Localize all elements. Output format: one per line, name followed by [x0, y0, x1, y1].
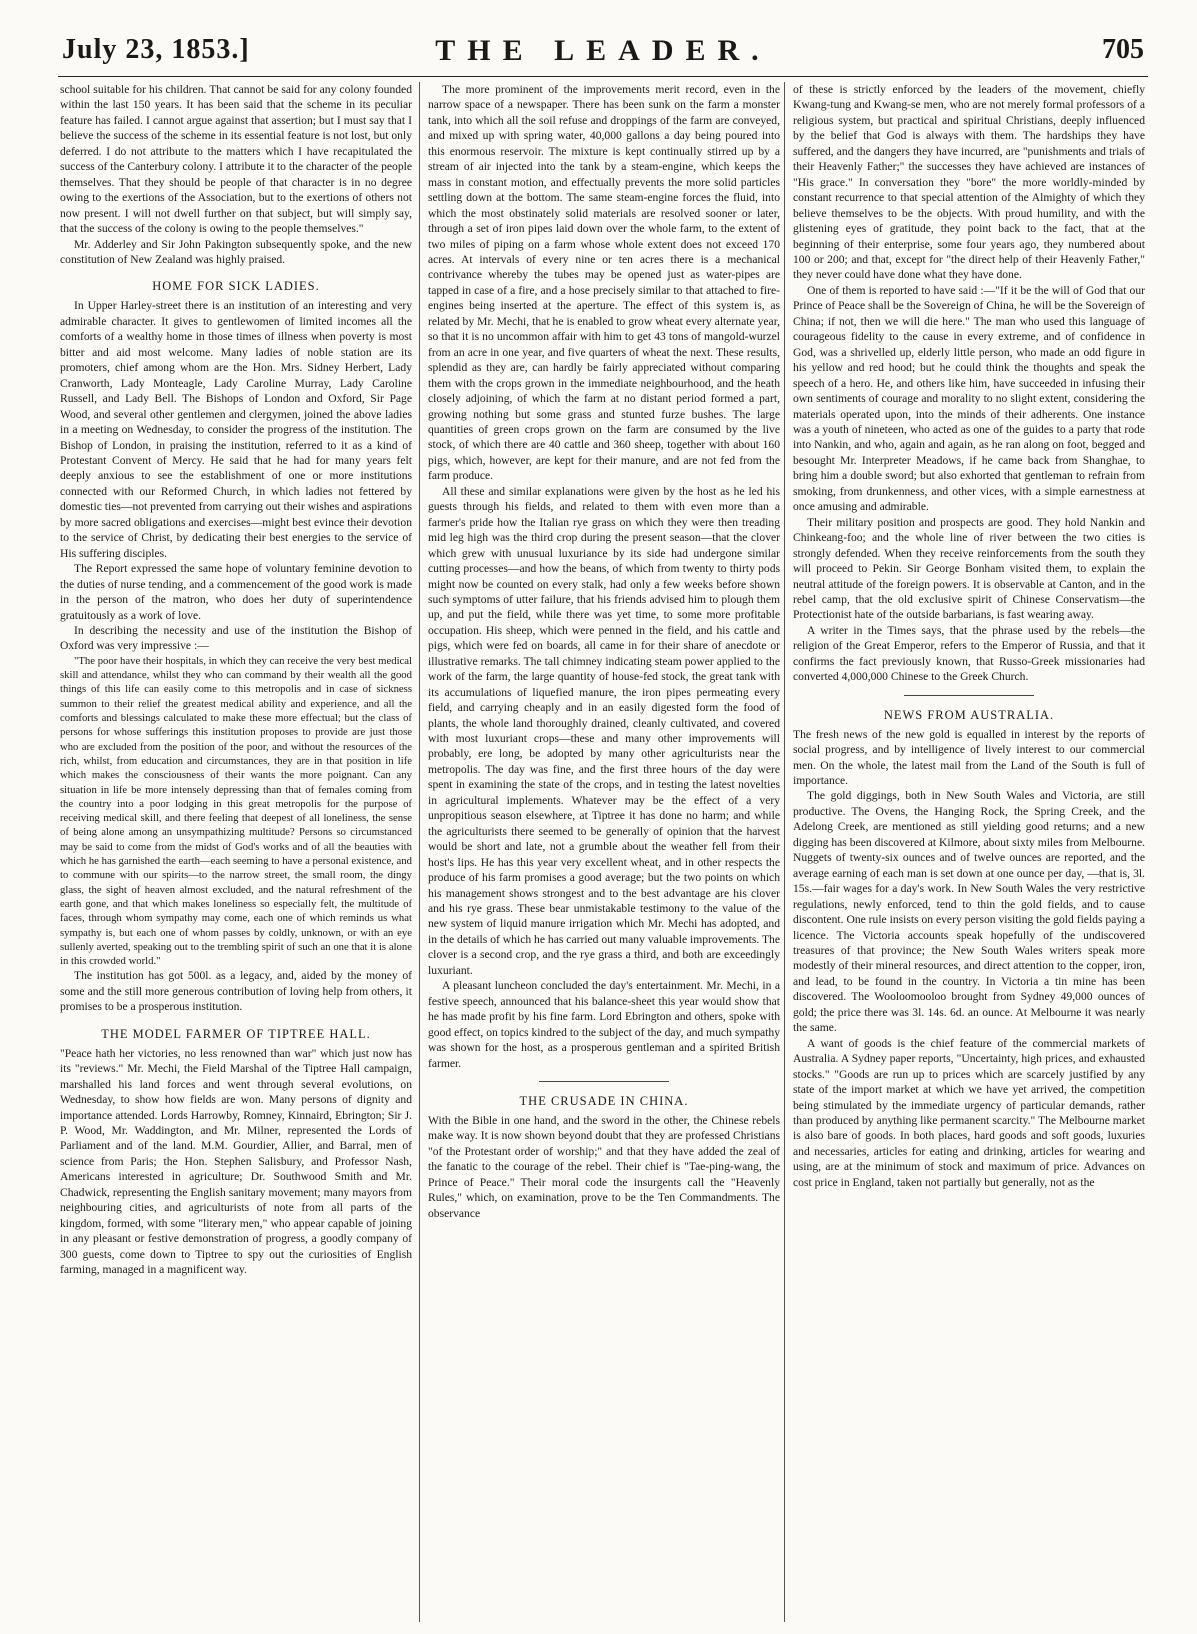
paragraph: In Upper Harley-street there is an institution of an interesting and very admirable character. It gives to gentlewomen of limited incomes all the comforts of a wealthy home in those times of illness when poverty is most bitter and aid most welcome. Many ladies of noble station are its promoters, chief among whom are the Hon. Mrs. Sidney Herbert, Lady Cranworth, Lady Monteagle, Lady Caroline Murray, Lady Caroline Russell, and Lady Bell. The Bishops of London and Oxford, Sir Page Wood, and several other gentlemen and clergymen, joined the above ladies in a meeting on Wednesday, to consider the progress of the institution. The Bishop of London, in praising the institution, referred to it as a kind of Protestant Convent of Mercy. He said that he had for many years felt deeply anxious to see the establishment of one or more institutions connected with our Reformed Church, in which ladies not fettered by domestic ties—not prevented from carrying out their wishes and aspirations by more sacred obligations and exercises—might best evince their devotion to the service of Christ, by dedicating their best energies to the service of His suffering disciples. [60, 299, 412, 560]
paragraph: Their military position and prospects are good. They hold Nankin and Chinkeang-foo; and the whole line of river between the two cities is strongly defended. When they receive reinforcements from the south they will proceed to Pekin. Sir George Bonham visited them, to explain the neutral attitude of the foreign powers. It is observable at Canton, and in the rebel camp, that the old exclusive spirit of Chinese Conservatism—the Protectionist hate of the outside barbarians, is fast wearing away. [793, 515, 1145, 622]
paragraph: A want of goods is the chief feature of the commercial markets of Australia. A Sydney paper reports, "Uncertainty, high prices, and exhausted stocks." "Goods are run up to prices which are scarcely justified by any state of the import market at which we have yet arrived, the competition being stimulated by the immediate urgency of particular demands, rather than produced by anything like permanent scarcity." The Melbourne market is also bare of goods. In both places, hard goods and soft goods, luxuries and necessaries, articles for eating and drinking, articles for wearing and using, are at the minimum of stock and maximum of price. Advances on cost price in England, taken not partially but generally, not as the [793, 1036, 1145, 1189]
paragraph: The gold diggings, both in New South Wales and Victoria, are still productive. The Ovens, the Hanging Rock, the Spring Creek, and the Adelong Creek, are mentioned as still yielding good returns; and a new digging has been discovered at Kilmore, about sixty miles from Melbourne. Nuggets of twenty-six ounces and of twelve ounces are reported, and the average earning of each man is set down at one ounce per day, —that is, 3l. 15s.—fair wages for a day's work. In New South Wales the very restrictive regulations, newly enforced, tend to thin the gold fields, and to cause discontent. One rule insists on every person visiting the gold fields paying a licence. The Victoria accounts speak hopefully of the undiscovered treasures of that province; the New South Wales writers speak more modestly of their mineral resources, and direct attention to the copper, iron, and lead, to be found in the country. In Victoria a tin mine has been discovered. The Wooloomooloo brought from Sydney 49,000 ounces of gold; the price there was 3l. 14s. 6d. an ounce. At Melbourne it was nearly the same. [793, 789, 1145, 1035]
section-rule [539, 1081, 669, 1082]
paragraph: With the Bible in one hand, and the sword in the other, the Chinese rebels make way. It is now shown beyond doubt that they are professed Christians "of the Protestant order of worship;" and that they have added the zeal of the fanatic to the courage of the rebel. Their chief is "Tae-ping-wang, the Prince of Peace." Their moral code the insurgents call the "Heavenly Rules," which, on examination, prove to be the Ten Commandments. The observance [428, 1114, 780, 1220]
column-divider [419, 82, 420, 1622]
headline-crusade-in-china: THE CRUSADE IN CHINA. [519, 1094, 689, 1108]
paragraph: school suitable for his children. That cannot be said for any colony founded within the last 150 years. It has been said that the scheme in its peculiar feature has failed. I cannot argue against that assertion; but I must say that I believe the success of the scheme in its essential feature is not lost, but only deferred. I do not attribute to the matters which I have recapitulated the success of the Canterbury colony. I attribute it to the character of the people themselves. That they should be people of that character is in no degree owing to the exertions of the Association, but to the exertions of others not now present. I will not dwell further on that subject, but will simply say, that the success of the colony is owing to the people themselves." [60, 83, 412, 236]
paragraph: The institution has got 500l. as a legacy, and, aided by the money of some and the still more generous contribution of loving help from others, it promises to be a prosperous institution. [60, 969, 412, 1014]
masthead [58, 30, 1148, 77]
headline-model-farmer: THE MODEL FARMER OF TIPTREE HALL. [101, 1026, 371, 1041]
page-number: 705 [1102, 34, 1144, 65]
quotation: "The poor have their hospitals, in which they can receive the very best medical skill and attendance, whilst they who can command by their wealth all the good things of this life can easily come to this metropolis and in case of sickness summon to their relief the greatest medical ability and experience, and all the comforts and blessings calculated to make these more effectual; but the class of persons for whose sufferings this institution proposes to provide are just those who are excluded from the position of the poor, and without the resources of the rich, whilst, from education and circumstances, they are in that position in life which makes the consciousness of their wants the more poignant. Can any situation in life be more intensely depressing than that of females coming from the country into a poor lodging in this great metropolis for the purpose of receiving medical skill, and there feeling that deepest of all loneliness, the sense of being alone among an unsympathizing multitude? Persons so circumstanced may be said to come from the midst of God's works and of all the beauties with which he has garnished the earth—each seeming to have a personal existence, and to commune with our spirits—to the narrow street, the small room, the dingy glass, the sight of heaven almost excluded, and the natural refreshment of the earth gone, and that which makes loneliness so especially felt, the multitude of faces, through whom sympathy may come, each one of which reminds us what sympathy is, but each one of whom passes by coldly, unknown, or with an eye sullenly averted, speaking out to the trembling spirit of such an one that it is alone in this crowded world." [60, 654, 412, 968]
paragraph: The fresh news of the new gold is equalled in interest by the reports of social progress, and by intelligence of lively interest to our commercial men. On the whole, the latest mail from the Land of the South is full of importance. [793, 727, 1145, 788]
column-divider [784, 82, 785, 1622]
column-2 [428, 82, 780, 1622]
issue-date: July 23, 1853.] [62, 34, 250, 65]
paragraph: Mr. Adderley and Sir John Pakington subsequently spoke, and the new constitution of New Zealand was highly praised. [60, 237, 412, 266]
headline-home-for-sick-ladies: HOME FOR SICK LADIES. [152, 279, 320, 294]
paragraph: The Report expressed the same hope of voluntary feminine devotion to the duties of nurse tending, and a commencement of the good work is made in the person of the matron, who does her duty of superintendence gratuitously as a work of love. [60, 562, 412, 622]
section-rule [904, 695, 1034, 696]
paragraph: One of them is reported to have said :—"If it be the will of God that our Prince of Peace shall be the Sovereign of China, he will be the Sovereign of China; if not, then we will die here." The man who used this language of courageous fidelity to the cause in every extreme, and of confidence in God, was a shrivelled up, elderly little person, who made an odd figure in his yellow and red hood; but he could think the thoughts and speak the speech of a hero. He, and others like him, have succeeded in infusing their own sentiments of courage and morality to no slight extent, considering the materials operated upon, into the minds of their adherents. One instance was a youth of nineteen, who acted as one of the guides to a party that rode into Nankin, and who, again and again, as he ran along on foot, begged and besought Mr. Interpreter Meadows, if he came back from Shanghae, to bring him a double sword; but also exhorted that gentleman to refrain from smoking, from drunkenness, and other vices, with a simple earnestness at once amusing and admirable. [793, 283, 1145, 514]
column-3 [793, 82, 1145, 1622]
paragraph: A pleasant luncheon concluded the day's entertainment. Mr. Mechi, in a festive speech, announced that his balance-sheet this year would show that he has made profit by his fine farm. Lord Ebrington and others, spoke with good effect, on topics kindred to the subject of the day, and much sympathy was shown for the host, as a prosperous gentleman and a spirited British farmer. [428, 979, 780, 1070]
paragraph: "Peace hath her victories, no less renowned than war" which just now has its "reviews." Mr. Mechi, the Field Marshal of the Tiptree Hall campaign, marshalled his land forces and went through several evolutions, on Wednesday, to show how fields are won. Many persons of dignity and importance attended. Lords Harrowby, Romney, Kinnaird, Ebrington; Sir J. P. Wood, Mr. Waddington, and Mr. Milner, represented the Lords of Parliament and of the land. M.M. Gourdier, Allier, and Barral, men of science from Paris; the Hon. Stephen Salisbury, and Professor Nash, Americans interested in agriculture; Dr. Southwood Smith and Mr. Chadwick, representing the English sanitary movement; many mayors from neighbouring cities, and agriculturists of note from all parts of the kingdom, formed, with some "literary men," who appear capable of joining in any pleasant or festive demonstration of progress, a goodly company of 300 guests, come down to Tiptree to spy out the curiosities of English farming, managed in a magnificent way. [60, 1046, 412, 1277]
paragraph: All these and similar explanations were given by the host as he led his guests through his fields, and related to them with even more than a farmer's pride how the Italian rye grass on which they were then treading mid leg high was the third crop during the present season—that the clover which grew with unusual luxuriance by its side had undergone similar cutting processes—and how the beans, of which from twenty to thirty pods might now be counted on every stalk, had only a few weeks before shown such symptoms of utter failure, that his friends advised him to plough them up, and put the field, while there was yet time, to some more profitable occupation. His sheep, which were penned in the field, and his cattle and pigs, which were fed on boards, all came in for their share of anecdote or illustrative remarks. The tall chimney indicating steam power applied to the work of the farm, the large quantity of house-fed stock, the great tank with its accumulations of liquefied manure, the iron pipes permeating every field, and carrying cheaply and in an easily digested form the food of plants, the whole land thoroughly drained, cleanly cultivated, and covered with most luxuriant crops—these and many other improvements will probably, ere long, be adopted by many other agriculturists near the metropolis. The day was fine, and the first three hours of the day were spent in examining the state of the crops, and in testing the latest novelties in agricultural implements. Whatever may be the effect of a very unpropitious season elsewhere, at Tiptree it has done no harm; and while the agriculturists there seemed to be generally of opinion that the harvest would be short and late, not a grumble about the weather fell from their host's lips. He has this year very excellent wheat, and in other respects the produce of his farm promises a good average; but the two points on which his management shows strongest and to the best advantage are his clover and his rye grass. These bear unmistakable testimony to the value of the new system of liquid manure irrigation which Mr. Mechi has adopted, and in the details of which he has carried out many valuable improvements. The clover is a second crop, and the rye grass a third, and both are exceedingly luxuriant. [428, 484, 780, 977]
paragraph: The more prominent of the improvements merit record, even in the narrow space of a newspaper. There has been sunk on the farm a monster tank, into which all the soil refuse and droppings of the farm are conveyed, and mixed up with spring water, 40,000 gallons a day being poured into this enormous reservoir. The mixture is kept continually stirred up by a stream of air injected into the tank by a steam-engine, which keeps the mass in constant motion, and effectually prevents the more solid particles settling down at the bottom. The same steam-engine forces the fluid, into which the most obstinately solid materials are resolved sooner or later, through a set of iron pipes laid down over the whole farm, to the extent of two miles of piping on a farm whose whole extent does not exceed 170 acres. At intervals of every nine or ten acres there is a mechanical contrivance whereby the tubes may be opened just as water-pipes are tapped in case of a fire, and a hose precisely similar to that attached to fire-engines being inserted at the aperture. The effect of this system is, as related by Mr. Mechi, that he is enabled to grow wheat every alternate year, so that it is no uncommon affair with him to get 43 tons of mangold-wurzel from an acre in one year, and five quarters of wheat the next. These results, splendid as they are, can hardly be fairly appreciated without comparing them with the crops grown in the immediate neighbourhood, and the heath closely adjoining, of which the farm at no distant period formed a part, growing nothing but some grass and stunted furze bushes. The large quantities of green crops grown on the farm are consumed by the live stock, of which there are 40 cattle and 360 sheep, together with about 160 pigs, which, however, are kept for their manure, and are not fed from the farm produce. [428, 83, 780, 483]
headline-news-from-australia: NEWS FROM AUSTRALIA. [883, 707, 1055, 722]
newspaper-title: THE LEADER. [435, 34, 771, 67]
paragraph: In describing the necessity and use of the institution the Bishop of Oxford was very impressive :— [60, 623, 412, 653]
paragraph: of these is strictly enforced by the leaders of the movement, chiefly Kwang-tung and Kwang-se men, who are not merely formal professors of a religious system, but practical and spiritual Christians, deeply influenced by the belief that God is always with them. The hardships they have suffered, and the dangers they have incurred, are "punishments and trials of their Heavenly Father;" the successes they have achieved are instances of "His grace." In conversation they "bore" the more worldly-minded by constant recurrence to that special attention of the Almighty of which they believe themselves to be the objects. With proud humility, and with the glistening eyes of gratitude, they point back to the fact, that at the beginning of their enterprise, some four years ago, they numbered about 100 or 200; and that, except for "the direct help of their Heavenly Father," they never could have done what they have done. [793, 83, 1145, 282]
column-1 [60, 82, 412, 1622]
paragraph: A writer in the Times says, that the phrase used by the rebels—the religion of the Great Emperor, refers to the Emperor of Russia, and that it confirms the fact previously known, that Russo-Greek missionaries had converted 4,000,000 Chinese to the Greek Church. [793, 623, 1145, 684]
